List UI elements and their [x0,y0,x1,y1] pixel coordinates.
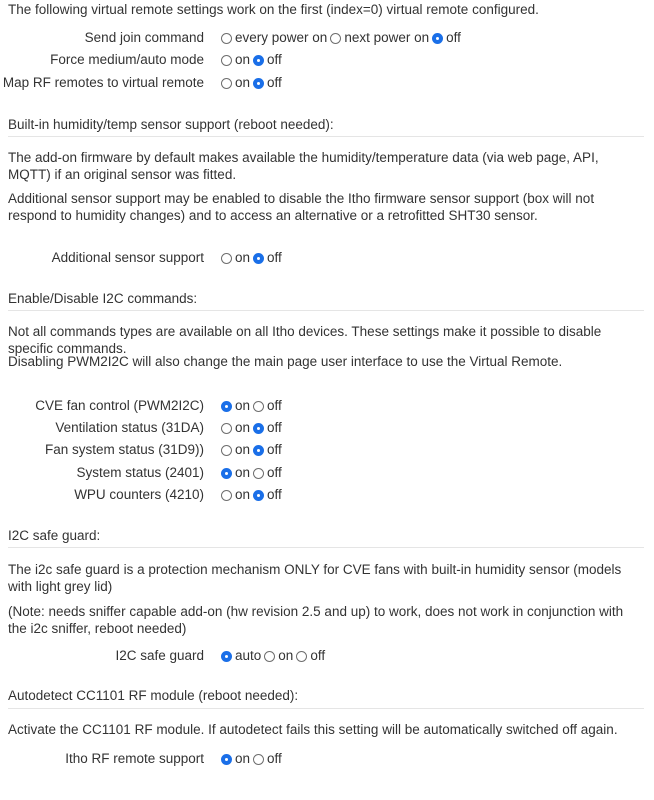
radio-option-label[interactable]: off [267,75,282,90]
setting-fan-system-status [0,440,654,460]
radio-button-on[interactable] [221,490,232,501]
radio-option-label[interactable]: off [446,30,461,45]
radio-option-label[interactable]: on [235,52,251,67]
radio-option-label[interactable]: on [278,648,294,663]
setting-label: CVE fan control (PWM2I2C) [35,398,204,413]
radio-group [221,646,328,666]
setting-i2c-safe-guard [0,646,654,666]
radio-button-off[interactable] [253,78,264,89]
setting-label: Itho RF remote support [65,751,204,766]
radio-button-off[interactable] [253,490,264,501]
radio-option-label[interactable]: every power on [235,30,328,45]
setting-label: Fan system status (31D9)) [44,442,204,457]
divider [8,547,644,548]
setting-system-status [0,463,654,483]
radio-button-off[interactable] [253,253,264,264]
section-heading-i2c: Enable/Disable I2C commands: [8,291,198,306]
i2c-pwm-note: Disabling PWM2I2C will also change the main page user interface to use the Virtual Remote. [8,354,563,369]
radio-button-off[interactable] [253,468,264,479]
setting-force-medium-auto-mode [0,50,654,70]
radio-option-label[interactable]: on [235,250,251,265]
setting-send-join-command [0,28,654,48]
radio-button-auto[interactable] [221,651,232,662]
radio-button-on[interactable] [264,651,275,662]
setting-label: Ventilation status (31DA) [55,420,204,435]
radio-option-label[interactable]: off [267,487,282,502]
setting-label: I2C safe guard [115,648,204,663]
intro-text: The following virtual remote settings work on the first (index=0) virtual remote configured. [8,2,539,17]
radio-button-on[interactable] [221,55,232,66]
radio-button-every-power-on[interactable] [221,33,232,44]
radio-option-label[interactable]: off [310,648,326,663]
setting-cve-fan-control [0,396,654,416]
radio-button-on[interactable] [221,754,232,765]
divider [8,708,644,709]
setting-additional-sensor-support [0,248,654,268]
setting-label: WPU counters (4210) [74,487,204,502]
setting-label: Map RF remotes to virtual remote [2,75,204,90]
radio-button-off[interactable] [253,754,264,765]
setting-label: Send join command [84,30,204,45]
radio-group [221,248,285,268]
section-heading-cc1101: Autodetect CC1101 RF module (reboot needed): [8,688,299,703]
radio-group [221,749,285,769]
radio-option-label[interactable]: auto [235,648,262,663]
radio-group [221,485,285,505]
radio-option-label[interactable]: off [267,442,282,457]
radio-button-off[interactable] [432,33,443,44]
radio-button-on[interactable] [221,78,232,89]
setting-label: System status (2401) [76,465,204,480]
radio-option-label[interactable]: off [267,250,282,265]
i2c-description: Not all commands types are available on all Itho devices. These settings make it possible to disable specific commands. [8,324,602,356]
humidity-description: The add-on firmware by default makes available the humidity/temperature data (via web page, API, MQTT) if an original sensor was fitted. [8,150,599,182]
radio-group [221,396,285,416]
radio-button-off[interactable] [253,445,264,456]
setting-label: Force medium/auto mode [50,52,204,67]
radio-option-label[interactable]: on [235,751,251,766]
radio-button-off[interactable] [296,651,307,662]
radio-group [221,418,285,438]
section-heading-safeguard: I2C safe guard: [8,528,101,543]
setting-wpu-counters [0,485,654,505]
setting-itho-rf-remote-support [0,749,654,769]
humidity-additional-note: Additional sensor support may be enabled to disable the Itho firmware sensor support (box will not respond to humidity changes) and to access an alternative or a retrofitted SHT30 sensor. [8,191,595,223]
radio-group [221,463,285,483]
radio-button-off[interactable] [253,401,264,412]
radio-button-on[interactable] [221,423,232,434]
radio-button-on[interactable] [221,468,232,479]
radio-button-on[interactable] [221,253,232,264]
radio-option-label[interactable]: on [235,442,251,457]
radio-option-label[interactable]: off [267,420,282,435]
radio-button-on[interactable] [221,445,232,456]
radio-option-label[interactable]: on [235,487,251,502]
cc1101-description: Activate the CC1101 RF module. If autodetect fails this setting will be automatically switched off again. [8,722,618,737]
radio-button-off[interactable] [253,55,264,66]
radio-option-label[interactable]: off [267,52,282,67]
setting-map-rf-remotes [0,73,654,93]
divider [8,310,644,311]
radio-button-on[interactable] [221,401,232,412]
radio-option-label[interactable]: off [267,465,282,480]
radio-option-label[interactable]: off [267,398,282,413]
safeguard-description: The i2c safe guard is a protection mechanism ONLY for CVE fans with built-in humidity sensor (models with light grey lid) [8,562,622,594]
setting-label: Additional sensor support [51,250,204,265]
radio-group [221,50,285,70]
radio-group [221,73,285,93]
radio-option-label[interactable]: on [235,75,251,90]
setting-ventilation-status [0,418,654,438]
safeguard-note: (Note: needs sniffer capable add-on (hw revision 2.5 and up) to work, does not work in conjunction with the i2c sniffer, reboot needed) [8,604,624,636]
radio-option-label[interactable]: next power on [344,30,430,45]
radio-option-label[interactable]: on [235,420,251,435]
section-heading-humidity: Built-in humidity/temp sensor support (reboot needed): [8,117,334,132]
divider [8,136,644,137]
radio-group [221,440,285,460]
radio-button-off[interactable] [253,423,264,434]
radio-group [221,28,464,48]
radio-button-next-power-on[interactable] [330,33,341,44]
radio-option-label[interactable]: off [267,751,282,766]
radio-option-label[interactable]: on [235,465,251,480]
radio-option-label[interactable]: on [235,398,251,413]
